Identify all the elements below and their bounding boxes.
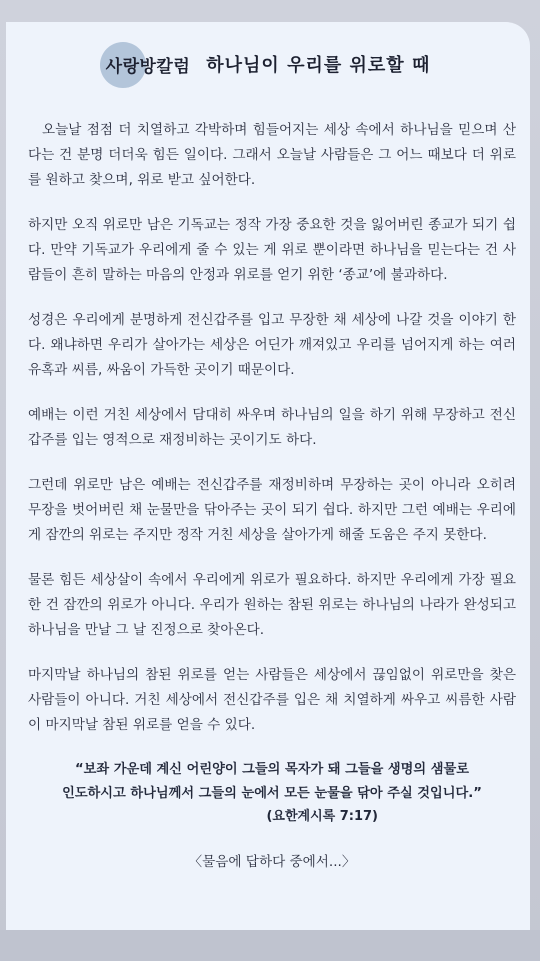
scripture-quote-line-1: “보좌 가운데 계신 어린양이 그들의 목자가 돼 그들을 생명의 샘물로 — [75, 762, 469, 777]
paragraph-1: 오늘날 점점 더 치열하고 각박하며 힘들어지는 세상 속에서 하나님을 믿으며 산다는 건 분명 더더욱 힘든 일이다. 그래서 오늘날 사람들은 그 어느 때보다 더 위로를 원하고 찾으며, 위로 받고 싶어한다. — [28, 122, 516, 188]
paragraph-4: 예배는 이런 거친 세상에서 담대히 싸우며 하나님의 일을 하기 위해 무장하고 전신갑주를 입는 영적으로 재정비하는 곳이기도 하다. — [28, 407, 516, 448]
column-title: 하나님이 우리를 위로할 때 — [206, 55, 431, 76]
scripture-quote-line-2: 인도하시고 하나님께서 그들의 눈에서 모든 눈물을 닦아 주실 것입니다.” — [62, 786, 482, 801]
paragraph-3: 성경은 우리에게 분명하게 전신갑주를 입고 무장한 채 세상에 나갈 것을 이야기 한다. 왜냐하면 우리가 살아가는 세상은 어딘가 깨져있고 우리를 넘어지게 하는 여러 유혹과 씨름, 싸움이 가득한 곳이기 때문이다. — [28, 312, 516, 378]
paragraph-2: 하지만 오직 위로만 남은 기독교는 정작 가장 중요한 것을 잃어버린 종교가 되기 쉽다. 만약 기독교가 우리에게 줄 수 있는 게 위로 뿐이라면 하나님을 믿는다는 건 사람들이 흔히 말하는 마음의 안정과 위로를 얻기 위한 ‘종교’에 불과하다. — [28, 217, 516, 283]
source-note: 〈물음에 답하다 중에서...〉 — [188, 854, 356, 870]
paragraph-6: 물론 힘든 세상살이 속에서 우리에게 위로가 필요하다. 하지만 우리에게 가장 필요한 건 잠깐의 위로가 아니다. 우리가 원하는 참된 위로는 하나님의 나라가 완성되고 하나님을 만날 그 날 진정으로 찾아온다. — [28, 572, 516, 638]
column-header — [6, 42, 530, 86]
scripture-quote — [28, 758, 516, 806]
column-category-label: 사랑방칼럼 — [105, 56, 191, 77]
column-body — [28, 118, 516, 875]
column-badge — [106, 52, 191, 77]
paragraph-7: 마지막날 하나님의 참된 위로를 얻는 사람들은 세상에서 끊임없이 위로만을 찾은 사람들이 아니다. 거친 세상에서 전신갑주를 입은 채 치열하게 싸우고 씨름한 사람이 마지막날 참된 위로를 얻을 수 있다. — [28, 667, 516, 733]
scripture-reference: (요한계시록 7:17) — [266, 809, 378, 824]
bottom-band — [0, 930, 540, 961]
paragraph-5: 그런데 위로만 남은 예배는 전신갑주를 재정비하며 무장하는 곳이 아니라 오히려 무장을 벗어버린 채 눈물만을 닦아주는 곳이 되기 쉽다. 하지만 그런 예배는 우리에게 잠깐의 위로는 주지만 정작 거친 세상을 살아가게 해줄 도움은 주지 못한다. — [28, 477, 516, 543]
column-card — [6, 22, 530, 930]
